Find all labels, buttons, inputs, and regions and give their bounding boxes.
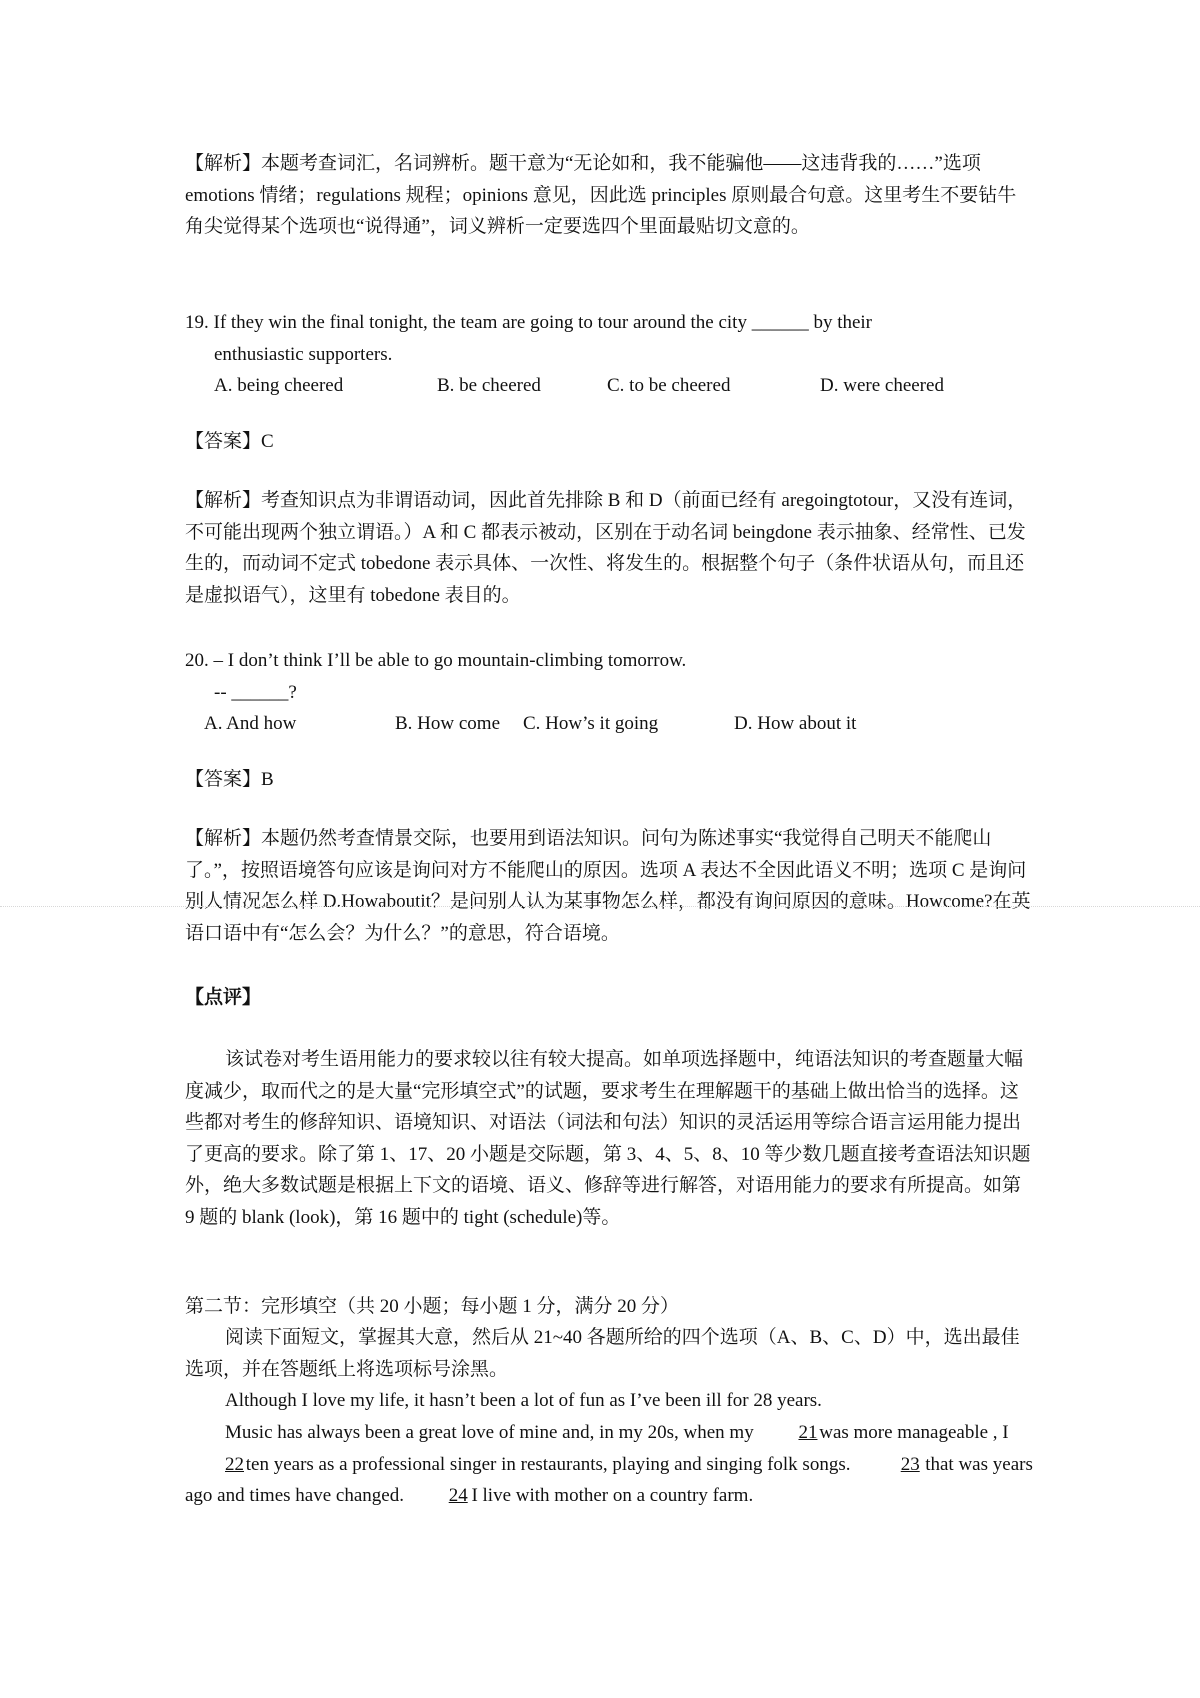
answer-q20: [185, 764, 1035, 796]
option-c: C. How’s it going: [523, 713, 659, 734]
explanation-text: 【解析】本题仍然考查情景交际，也要用到语法知识。问句为陈述事实“我觉得自己明天不能爬山了。”，按照语境答句应该是询问对方不能爬山的原因。选项 A 表达不全因此语义不明；选项 C 是询问别人情况怎么样 D.Howaboutit？是问别人认为某事物怎么样，都没有询问原因的意味。Howcome?在英语口语中有“怎么会？为什么？”的意思，符合语境。: [185, 828, 1031, 944]
passage-text: was more manageable , I: [814, 1422, 1009, 1443]
review-heading: 【点评】: [185, 987, 262, 1008]
option-a: A. being cheered: [214, 375, 344, 396]
options-row: [185, 708, 1035, 740]
passage-line1: Although I love my life, it hasn’t been a lot of fun as I’ve been ill for 28 years.: [225, 1390, 822, 1411]
blank-23: 23: [900, 1453, 920, 1475]
passage-text: Music has always been a great love of mine and, in my 20s, when my: [225, 1422, 759, 1443]
passage-text: that was years ago and times have changed.: [185, 1453, 1033, 1506]
blank-22: 22: [225, 1453, 244, 1475]
page-divider: [0, 906, 1200, 907]
option-b: B. be cheered: [437, 375, 541, 396]
explanation-q20: [185, 823, 1035, 949]
options-row: [185, 370, 1035, 402]
explanation-text: 【解析】本题考查词汇，名词辨析。题干意为“无论如和，我不能骗他——这违背我的……”选项 emotions 情绪；regulations 规程；opinions 意见，因此选 principles 原则最合句意。这里考生不要钻牛角尖觉得某个选项也“说得通”，词义辨析一定要选四个里面最贴切文意的。: [185, 153, 1017, 237]
section-instruction: 阅读下面短文，掌握其大意，然后从 21~40 各题所给的四个选项（A、B、C、D）中，选出最佳选项，并在答题纸上将选项标号涂黑。: [185, 1327, 1020, 1380]
option-c: C. to be cheered: [607, 375, 731, 396]
answer-text: 【答案】C: [185, 431, 274, 452]
section-title: 第二节：完形填空（共 20 小题；每小题 1 分，满分 20 分）: [185, 1296, 680, 1317]
passage-text: I live with mother on a country farm.: [466, 1485, 754, 1506]
blank-24: 24: [448, 1485, 468, 1506]
question-stem-line2: enthusiastic supporters.: [214, 343, 393, 365]
passage-paragraph: [185, 1417, 1035, 1512]
question-stem-line1: 19. If they win the final tonight, the team are going to tour around the city ______ by their: [185, 312, 873, 333]
explanation-q18: [185, 148, 1035, 243]
option-d: D. were cheered: [820, 375, 944, 396]
question-stem-line2: -- ______?: [214, 681, 297, 703]
explanation-text: 【解析】考查知识点为非谓语动词，因此首先排除 B 和 D（前面已经有 aregoingtotour，又没有连词，不可能出现两个独立谓语。）A 和 C 都表示被动，区别在于动名词 beingdone 表示抽象、经常性、已发生的，而动词不定式 tobedone 表示具体、一次性、将发生的。根据整个句子（条件状语从句，而且还是虚拟语气），这里有 tobedone 表目的。: [185, 490, 1027, 606]
answer-q19: [185, 426, 1035, 458]
explanation-q19: [185, 485, 1035, 611]
blank-21: 21: [798, 1422, 818, 1443]
question-20: [185, 645, 1035, 740]
option-a: A. And how: [204, 713, 297, 734]
question-stem-line1: 20. – I don’t think I’ll be able to go mountain-climbing tomorrow.: [185, 650, 687, 671]
question-19: [185, 307, 1035, 402]
option-d: D. How about it: [734, 713, 857, 734]
review-paragraph: 该试卷对考生语用能力的要求较以往有较大提高。如单项选择题中，纯语法知识的考查题量大幅度减少，取而代之的是大量“完形填空式”的试题，要求考生在理解题干的基础上做出恰当的选择。这些都对考生的修辞知识、语境知识、对语法（词法和句法）知识的灵活运用等综合语言运用能力提出了更高的要求。除了第 1、17、20 小题是交际题，第 3、4、5、8、10 等少数几题直接考查语法知识题外，绝大多数试题是根据上下文的语境、语义、修辞等进行解答，对语用能力的要求有所提高。如第 9 题的 blank (look)，第 16 题中的 tight (schedule)等。: [185, 1049, 1031, 1228]
answer-text: 【答案】B: [185, 769, 274, 790]
passage-text: ten years as a professional singer in restaurants, playing and singing folk songs.: [241, 1453, 856, 1475]
option-b: B. How come: [395, 713, 501, 734]
